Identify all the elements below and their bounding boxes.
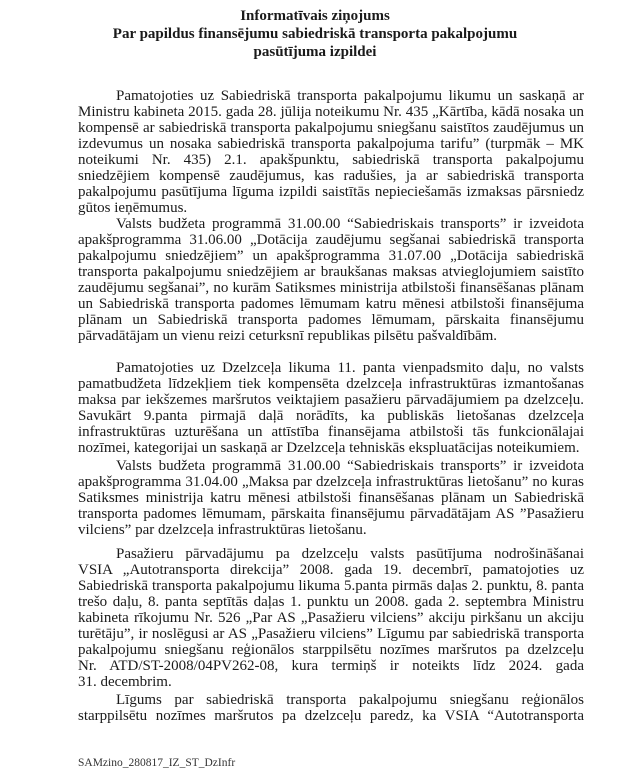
document-title bbox=[0, 7, 630, 61]
text-line: izdevumus un nosaka sabiedriskā transporta pakalpojuma tarifu” (turpmāk – MK bbox=[78, 136, 584, 152]
text-line: apakšprogramma 31.06.00 „Dotācija zaudējumu segšanai sabiedriskā transporta bbox=[78, 232, 584, 248]
text-line: gūtos ieņēmumus. bbox=[78, 200, 188, 216]
paragraph bbox=[78, 216, 584, 344]
text-line: un Sabiedriskā transporta padomes lēmumam katru mēnesi atbilstoši finansējuma bbox=[78, 296, 584, 312]
text-line: pārvadātājam un vienu reizi ceturksnī republikas pilsētu pašvaldībām. bbox=[78, 328, 498, 344]
title-line: Par papildus finansējumu sabiedriskā transporta pakalpojumu bbox=[112, 26, 518, 42]
paragraph bbox=[78, 360, 584, 456]
text-line: Ministru kabineta 2015. gada 28. jūlija noteikumu Nr. 435 „Kārtība, kādā nosaka un bbox=[78, 104, 584, 120]
text-line: noteikumi Nr. 435) 2.1. apakšpunktu, sabiedriskā transporta pakalpojumu bbox=[78, 152, 584, 168]
text-line: sniedzējiem kompensē zaudējumus, kas radušies, ja ar sabiedriskā transporta bbox=[78, 168, 584, 184]
text-line: vilciens” par dzelzceļa infrastruktūras lietošanu. bbox=[78, 522, 367, 538]
text-line: zaudējumu segšanai”, no kurām Satiksmes ministrija atbilstoši finansēšanas plānam bbox=[78, 280, 584, 296]
text-line: starppilsētu nozīmes maršrutos pa dzelzceļu paredz, ka VSIA “Autotransporta bbox=[78, 708, 584, 724]
text-line: kompensē ar sabiedriskā transporta pakalpojumu sniegšanu saistītos zaudējumus un bbox=[78, 120, 584, 136]
text-line: turētāju”, ir noslēgusi ar AS „Pasažieru vilciens” Līgumu par sabiedriskā transporta bbox=[78, 626, 584, 642]
text-line: transporta padomes lēmumam, pārskaita finansējumu pārvadātājam AS ”Pasažieru bbox=[78, 506, 584, 522]
text-line: Valsts budžeta programmā 31.00.00 “Sabiedriskais transports” ir izveidota bbox=[116, 216, 584, 232]
text-line: transporta pakalpojumu sniedzējiem ar braukšanas maksas atvieglojumiem saistīto bbox=[78, 264, 584, 280]
text-line: 31. decembrim. bbox=[78, 674, 172, 690]
text-line: Satiksmes ministrija katru mēnesi atbilstoši finansēšanas plānam un Sabiedriskā bbox=[78, 490, 584, 506]
title-line: Informatīvais ziņojums bbox=[240, 8, 390, 24]
text-line: pakalpojumu pasūtījuma līguma izpildi saistītās nepieciešamās izmaksas pārsniedz bbox=[78, 184, 584, 200]
text-line: Sabiedriskā transporta pakalpojumu likuma 5.panta pirmās daļas 2. punktu, 8. panta bbox=[78, 578, 584, 594]
text-line: Pamatojoties uz Dzelzceļa likuma 11. panta vienpadsmito daļu, no valsts bbox=[116, 360, 584, 376]
text-line: pamatbudžeta līdzekļiem tiek kompensēta dzelzceļa infrastruktūras izmantošanas bbox=[78, 376, 584, 392]
text-line: kabineta rīkojumu Nr. 526 „Par AS „Pasažieru vilciens” akciju pirkšanu un akciju bbox=[78, 610, 584, 626]
text-line: Savukārt 9.panta pirmajā daļā norādīts, ka publiskās lietošanas dzelzceļa bbox=[78, 408, 584, 424]
text-line: nozīmei, kategorijai un saskaņā ar Dzelzceļa tehniskās ekspluatācijas noteikumiem. bbox=[78, 440, 580, 456]
text-line: VSIA „Autotransporta direkcija” 2008. gada 19. decembrī, pamatojoties uz bbox=[78, 562, 584, 578]
text-line: Valsts budžeta programmā 31.00.00 “Sabiedriskais transports” ir izveidota bbox=[116, 458, 584, 474]
text-line: Līgums par sabiedriskā transporta pakalpojumu sniegšanu reģionālos bbox=[116, 692, 584, 708]
text-line: infrastruktūras uzturēšana un attīstība finansējama atbilstoši tās funkcionālajai bbox=[78, 424, 584, 440]
text-line: maksa par iekšzemes maršrutos veiktajiem pasažieru pārvadājumiem pa dzelzceļu. bbox=[78, 392, 584, 408]
paragraph bbox=[78, 546, 584, 690]
paragraph bbox=[78, 458, 584, 538]
document-footer-filename: SAMzino_280817_IZ_ST_DzInfr bbox=[78, 757, 236, 769]
text-line: apakšprogramma 31.04.00 „Maksa par dzelzceļa infrastruktūras lietošanu” no kuras bbox=[78, 474, 584, 490]
paragraph bbox=[78, 692, 584, 724]
text-line: Nr. ATD/ST-2008/04PV262-08, kura termiņš ir noteikts līdz 2024. gada bbox=[78, 658, 584, 674]
text-line: Pamatojoties uz Sabiedriskā transporta pakalpojumu likumu un saskaņā ar bbox=[116, 88, 584, 104]
text-line: plānam un Sabiedriskā transporta padomes lēmumam, pārskaita finansējumu bbox=[78, 312, 584, 328]
text-line: trešo daļu, 8. panta septītās daļas 1. punktu un 2008. gada 2. septembra Ministru bbox=[78, 594, 584, 610]
text-line: pakalpojumu sniegšanu reģionālos starppilsētu nozīmes maršrutos pa dzelzceļu bbox=[78, 642, 584, 658]
text-line: pakalpojumu sniedzējiem” un apakšprogramma 31.07.00 „Dotācija sabiedriskā bbox=[78, 248, 584, 264]
paragraph bbox=[78, 88, 584, 216]
text-line: Pasažieru pārvadājumu pa dzelzceļu valsts pasūtījuma nodrošināšanai bbox=[116, 546, 584, 562]
title-line: pasūtījuma izpildei bbox=[253, 44, 377, 60]
